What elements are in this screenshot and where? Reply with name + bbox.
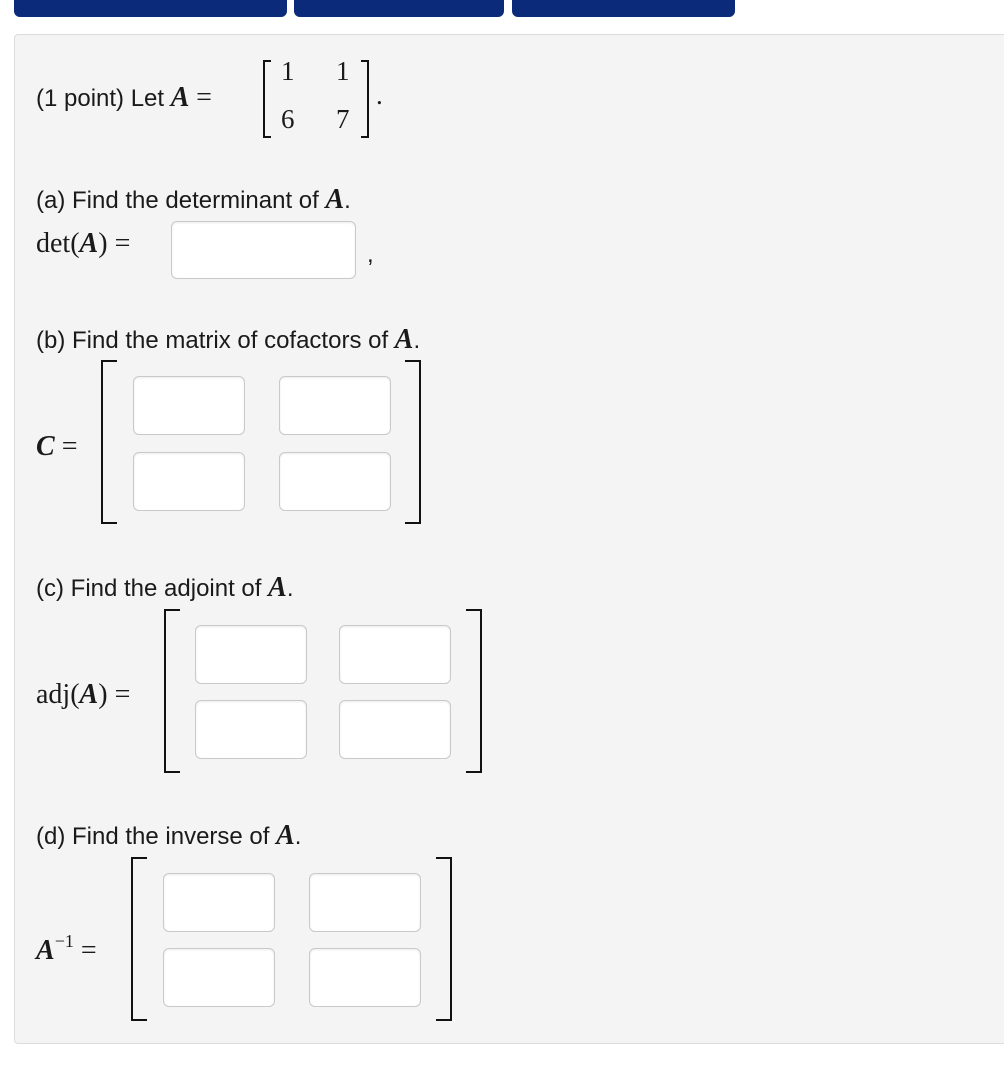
equals-sign: =: [196, 82, 212, 113]
inverse-left-bracket: [131, 857, 147, 1021]
part-c-prompt: (c) Find the adjoint of A.: [36, 572, 294, 603]
part-b-prompt: (b) Find the matrix of cofactors of A.: [36, 324, 421, 355]
matrix-a-period: .: [376, 80, 383, 110]
inverse-input-11[interactable]: [163, 873, 275, 932]
matrix-a-left-bracket: [263, 60, 271, 138]
intro-text: (1 point) Let: [36, 85, 165, 112]
part-c-var: A: [268, 572, 287, 603]
matrix-a-cell-22: 7: [336, 104, 350, 134]
cofactor-input-21[interactable]: [133, 452, 245, 511]
adjoint-input-21[interactable]: [195, 700, 307, 759]
adjoint-input-12[interactable]: [339, 625, 451, 684]
det-comma: ,: [367, 241, 374, 268]
part-d-var: A: [276, 820, 295, 851]
nav-button-1[interactable]: [14, 0, 287, 17]
matrix-a-cell-21: 6: [281, 104, 295, 134]
part-a-prompt: (a) Find the determinant of A.: [36, 184, 351, 215]
inverse-input-21[interactable]: [163, 948, 275, 1007]
matrix-variable: A: [170, 82, 190, 113]
inverse-label: $A^{-1}$ =: [36, 931, 97, 966]
inverse-input-12[interactable]: [309, 873, 421, 932]
matrix-a-cell-11: 1: [281, 56, 295, 86]
adjoint-right-bracket: [466, 609, 482, 773]
cofactor-label: C =: [36, 431, 78, 462]
part-b-var: A: [394, 324, 414, 355]
part-a-var: A: [325, 184, 345, 215]
problem-intro: [36, 83, 212, 114]
cofactor-left-bracket: [101, 360, 117, 524]
adjoint-label: adj(A) =: [36, 679, 131, 710]
adjoint-input-11[interactable]: [195, 625, 307, 684]
inverse-input-22[interactable]: [309, 948, 421, 1007]
cofactor-input-11[interactable]: [133, 376, 245, 435]
part-d-prompt: (d) Find the inverse of A.: [36, 820, 302, 851]
matrix-a-cell-12: 1: [336, 56, 350, 86]
inverse-right-bracket: [436, 857, 452, 1021]
det-label: det(A) =: [36, 228, 131, 259]
matrix-a-right-bracket: [361, 60, 369, 138]
adjoint-left-bracket: [164, 609, 180, 773]
cofactor-input-22[interactable]: [279, 452, 391, 511]
nav-button-2[interactable]: [294, 0, 504, 17]
adjoint-input-22[interactable]: [339, 700, 451, 759]
cofactor-right-bracket: [405, 360, 421, 524]
nav-button-3[interactable]: [512, 0, 735, 17]
determinant-input[interactable]: [171, 221, 356, 279]
cofactor-input-12[interactable]: [279, 376, 391, 435]
